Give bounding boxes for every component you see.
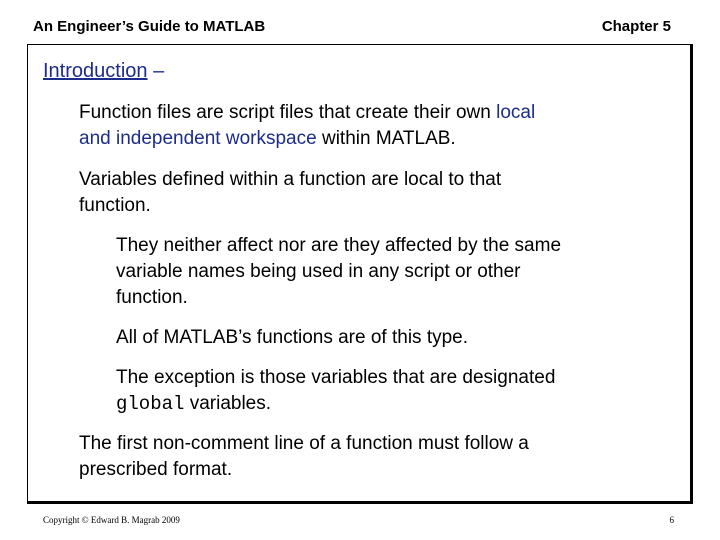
p4-text: All of MATLAB’s functions are of this type. (116, 327, 469, 348)
p3-line-1: They neither affect nor are they affected by the same (116, 235, 562, 256)
footer-copyright: Copyright © Edward B. Magrab 2009 (43, 515, 180, 525)
slide-title-dash: – (147, 60, 165, 82)
p2-line-2: function. (79, 195, 151, 216)
paragraph-exception-global (116, 365, 555, 417)
p1-text-1: Function files are script files that create their own (79, 102, 497, 123)
slide-title (43, 60, 164, 83)
p6-line-2: prescribed format. (79, 459, 233, 480)
p6-line-1: The first non-comment line of a function must follow a (79, 433, 529, 454)
paragraph-local-variables (79, 167, 501, 219)
p1-highlight-workspace: and independent workspace (79, 128, 317, 149)
header-chapter: Chapter 5 (601, 18, 671, 35)
p5-code-global: global (116, 393, 185, 415)
p1-text-2: within MATLAB. (316, 128, 456, 149)
footer-page-number: 6 (669, 515, 674, 525)
p5-tail: variables. (184, 393, 272, 414)
paragraph-neither-affect (116, 233, 561, 311)
p3-line-2: variable names being used in any script or other (116, 261, 521, 282)
paragraph-function-files (79, 100, 535, 152)
p3-line-3: function. (116, 287, 188, 308)
p1-highlight-local: local (496, 102, 536, 123)
p5-line-1: The exception is those variables that are designated (116, 367, 556, 388)
header-title: An Engineer’s Guide to MATLAB (33, 18, 266, 35)
slide-title-text: Introduction (43, 60, 148, 82)
p2-line-1: Variables defined within a function are local to that (79, 169, 502, 190)
paragraph-matlab-functions (116, 325, 468, 351)
paragraph-first-line-format (79, 431, 529, 483)
